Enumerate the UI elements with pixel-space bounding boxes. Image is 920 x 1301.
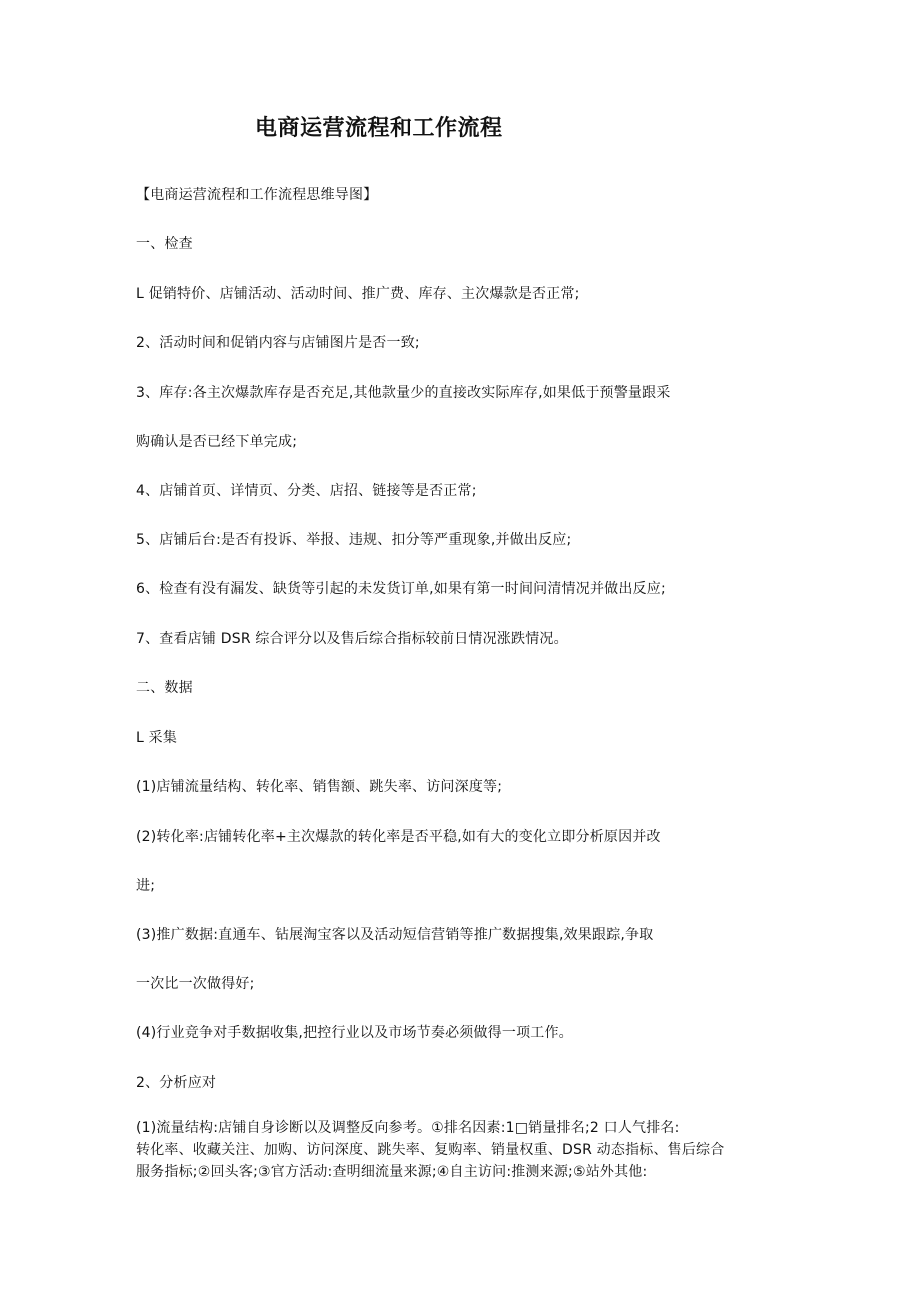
collect-item-3: (3)推广数据:直通车、钻展淘宝客以及活动短信营销等推广数据搜集,效果跟踪,争取 xyxy=(136,927,654,943)
check-item-7: 7、查看店铺 DSR 综合评分以及售后综合指标较前日情况涨跌情况。 xyxy=(136,631,568,647)
check-item-3-continued: 购确认是否已经下单完成; xyxy=(136,434,298,450)
check-item-1: L 促销特价、店铺活动、活动时间、推广费、库存、主次爆款是否正常; xyxy=(136,286,580,302)
mindmap-heading: 【电商运营流程和工作流程思维导图】 xyxy=(136,187,378,203)
section-heading-check: 一、检查 xyxy=(136,236,193,252)
collect-item-2-continued: 进; xyxy=(136,878,156,894)
analysis-paragraph xyxy=(136,1117,776,1183)
document-title: 电商运营流程和工作流程 xyxy=(255,116,503,141)
analysis-heading: 2、分析应对 xyxy=(136,1075,217,1091)
collect-item-4: (4)行业竞争对手数据收集,把控行业以及市场节奏必须做得一项工作。 xyxy=(136,1025,573,1041)
check-item-4: 4、店铺首页、详情页、分类、店招、链接等是否正常; xyxy=(136,483,477,499)
section-heading-data: 二、数据 xyxy=(136,680,193,696)
check-item-6: 6、检查有没有漏发、缺货等引起的未发货订单,如果有第一时间问清情况并做出反应; xyxy=(136,581,666,597)
collect-item-1: (1)店铺流量结构、转化率、销售额、跳失率、访问深度等; xyxy=(136,779,503,795)
analysis-line-3: 服务指标;②回头客;③官方活动:查明细流量来源;④自主访问:推测来源;⑤站外其他: xyxy=(136,1164,648,1180)
analysis-line-1: (1)流量结构:店铺自身诊断以及调整反向参考。①排名因素:1□销量排名;2 口人气排名: xyxy=(136,1120,680,1136)
check-item-5: 5、店铺后台:是否有投诉、举报、违规、扣分等严重现象,并做出反应; xyxy=(136,532,572,548)
analysis-line-2: 转化率、收藏关注、加购、访问深度、跳失率、复购率、销量权重、DSR 动态指标、售后综合 xyxy=(136,1142,725,1158)
check-item-2: 2、活动时间和促销内容与店铺图片是否一致; xyxy=(136,335,420,351)
collect-item-2: (2)转化率:店铺转化率+主次爆款的转化率是否平稳,如有大的变化立即分析原因并改 xyxy=(136,829,661,845)
check-item-3: 3、库存:各主次爆款库存是否充足,其他款量少的直接改实际库存,如果低于预警量跟采 xyxy=(136,385,671,401)
collect-item-3-continued: 一次比一次做得好; xyxy=(136,976,255,992)
collect-heading: L 采集 xyxy=(136,730,178,746)
